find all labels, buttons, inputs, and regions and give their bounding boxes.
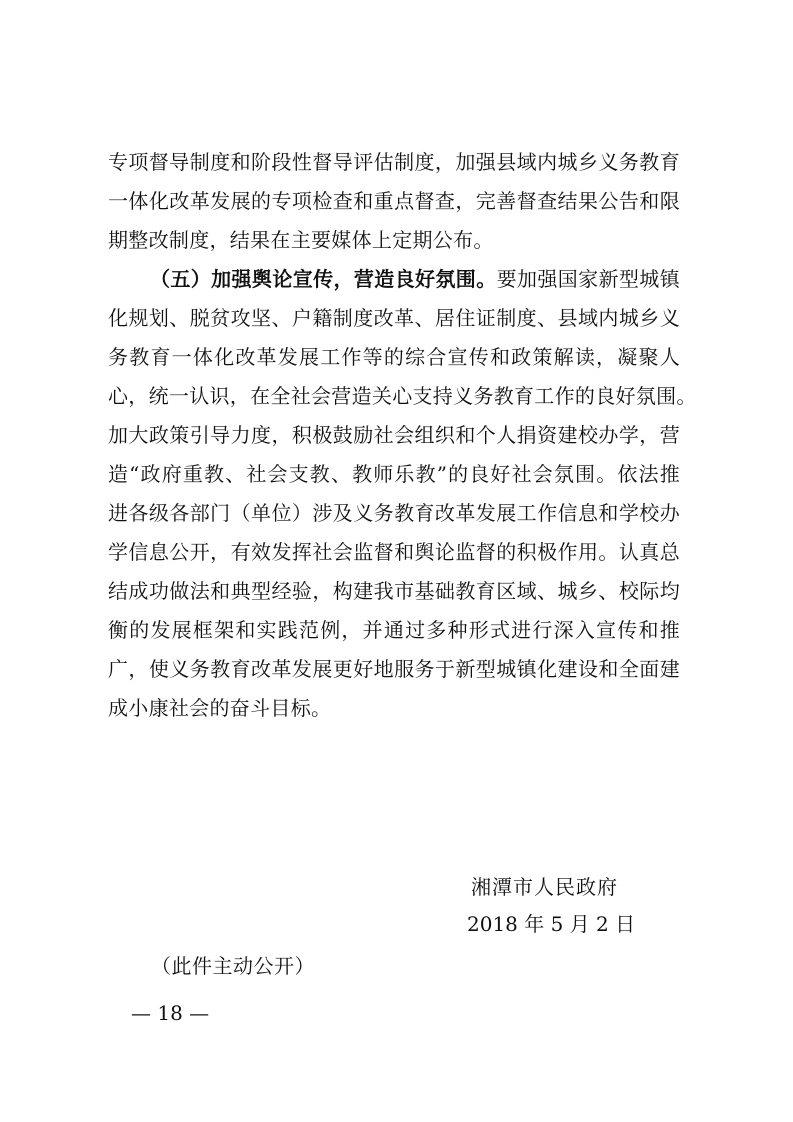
paragraph-2-line: 成小康社会的奋斗目标。 <box>108 696 332 720</box>
paragraph-1-line: 专项督导制度和阶段性督导评估制度，加强县域内城乡义务教育 <box>108 150 680 174</box>
document-body <box>108 143 697 728</box>
paragraph-2-line: 广，使义务教育改革发展更好地服务于新型城镇化建设和全面建 <box>108 657 680 681</box>
paragraph-2-line: 结成功做法和典型经验，构建我市基础教育区域、城乡、校际均 <box>108 579 680 603</box>
paragraph-2-line: 化规划、脱贫攻坚、户籍制度改革、居住证制度、县域内城乡义 <box>108 306 680 330</box>
paragraph-1-line: 期整改制度，结果在主要媒体上定期公布。 <box>108 228 494 252</box>
paragraph-2-line: 务教育一体化改革发展工作等的综合宣传和政策解读，凝聚人 <box>108 345 680 369</box>
paragraph-2-line: 衡的发展框架和实践范例，并通过多种形式进行深入宣传和推 <box>108 618 680 642</box>
disclosure-note: （此件主动公开） <box>151 954 315 978</box>
paragraph-2-line: 心，统一认识，在全社会营造关心支持义务教育工作的良好氛围。 <box>108 384 697 408</box>
page-number: — 18 — <box>131 1001 210 1025</box>
paragraph-2-first-line <box>108 260 680 299</box>
paragraph-1-line: 一体化改革发展的专项检查和重点督查，完善督查结果公告和限 <box>108 189 680 213</box>
paragraph-2-first-line-text: 要加强国家新型城镇 <box>496 267 680 291</box>
paragraph-2-line: 进各级各部门（单位）涉及义务教育改革发展工作信息和学校办 <box>108 501 680 525</box>
paragraph-2-line: 加大政策引导力度，积极鼓励社会组织和个人捐资建校办学，营 <box>108 423 680 447</box>
section-heading: （五）加强舆论宣传，营造良好氛围。 <box>150 267 497 291</box>
paragraph-2-line: 学信息公开，有效发挥社会监督和舆论监督的积极作用。认真总 <box>108 540 680 564</box>
signature-date: 2018 年 5 月 2 日 <box>467 912 636 936</box>
signature-organization: 湘潭市人民政府 <box>471 875 618 899</box>
paragraph-2-line: 造“政府重教、社会支教、教师乐教”的良好社会氛围。依法推 <box>108 462 680 486</box>
